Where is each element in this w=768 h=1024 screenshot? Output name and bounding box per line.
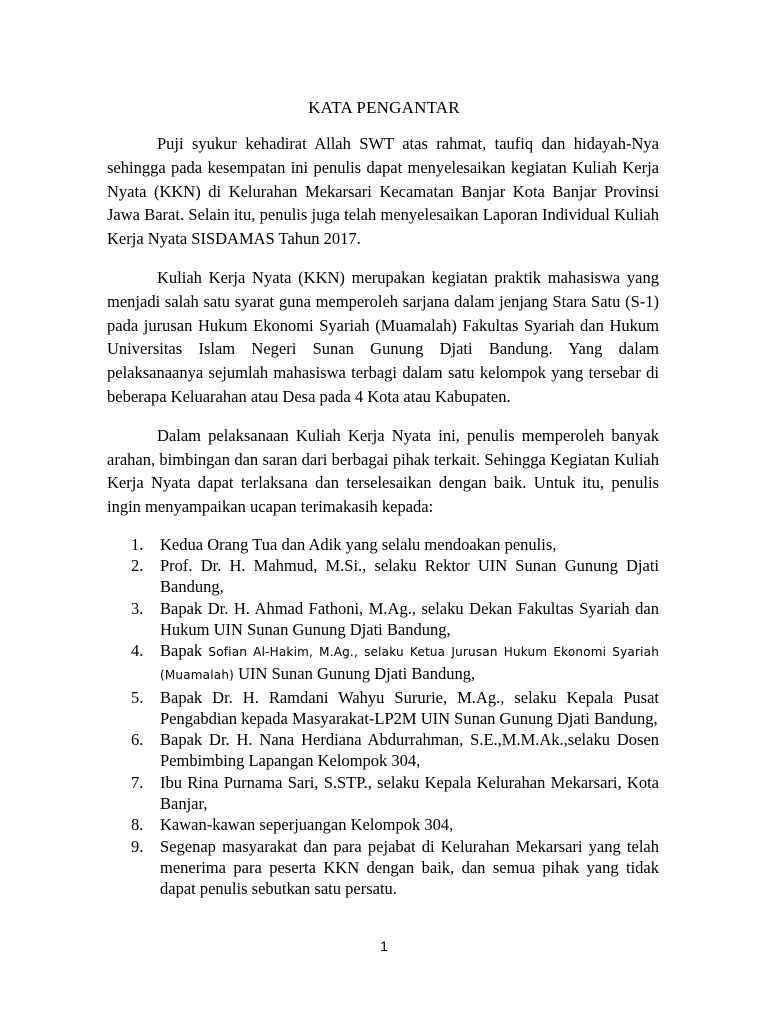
document-body: [107, 132, 659, 899]
list-item: [107, 772, 659, 814]
list-item-number: 9.: [131, 836, 144, 856]
list-item-text: Kawan-kawan seperjuangan Kelompok 304,: [160, 815, 454, 835]
list-item: [107, 687, 659, 729]
list-item-text: Bapak Dr. H. Ahmad Fathoni, M.Ag., selaku Dekan Fakultas Syariah dan Hukum UIN Sunan Gunung Djati Bandung,: [160, 598, 659, 639]
list-item-text: Prof. Dr. H. Mahmud, M.Si., selaku Rektor UIN Sunan Gunung Djati Bandung,: [160, 556, 659, 597]
list-item-number: 7.: [131, 772, 144, 792]
paragraph-kkn-description: Kuliah Kerja Nyata (KKN) merupakan kegiatan praktik mahasiswa yang menjadi salah satu syarat guna memperoleh sarjana dalam jenjang Stara Satu (S-1) pada jurusan Hukum Ekonomi Syariah (Muamalah) Fakultas Syariah dan Hukum Universitas Islam Negeri Sunan Gunung Djati Bandung. Yang dalam pelaksanaanya sejumlah mahasiswa terbagi dalam satu kelompok yang tersebar di beberapa Keluarahan atau Desa pada 4 Kota atau Kabupaten.: [107, 267, 659, 406]
page-number: 1: [380, 938, 388, 954]
list-item-text: Bapak Dr. H. Ramdani Wahyu Sururie, M.Ag., selaku Kepala Pusat Pengabdian kepada Masyarakat-LP2M UIN Sunan Gunung Djati Bandung,: [160, 687, 659, 728]
acknowledgement-list: [107, 534, 659, 899]
list-item-text-suffix: UIN Sunan Gunung Djati Bandung,: [234, 664, 476, 684]
list-item-text: Kedua Orang Tua dan Adik yang selalu mendoakan penulis,: [160, 534, 557, 554]
list-item-number: 5.: [131, 687, 144, 707]
list-item-number: 8.: [131, 815, 144, 835]
list-item: [107, 729, 659, 771]
page-title: KATA PENGANTAR: [308, 98, 460, 117]
list-item-text: Ibu Rina Purnama Sari, S.STP., selaku Kepala Kelurahan Mekarsari, Kota Banjar,: [160, 772, 659, 813]
list-item-number: 3.: [131, 598, 144, 618]
list-item: [107, 555, 659, 597]
list-item-number: 2.: [131, 556, 144, 576]
list-item: [107, 640, 659, 686]
list-item-text-prefix: Bapak: [160, 641, 209, 661]
paragraph-opening: Puji syukur kehadirat Allah SWT atas rahmat, taufiq dan hidayah-Nya sehingga pada kesempatan ini penulis dapat menyelesaikan kegiatan Kuliah Kerja Nyata (KKN) di Kelurahan Mekarsari Kecamatan Banjar Kota Banjar Provinsi Jawa Barat. Selain itu, penulis juga telah menyelesaikan Laporan Individual Kuliah Kerja Nyata SISDAMAS Tahun 2017.: [107, 134, 659, 249]
list-item-text: Bapak Dr. H. Nana Herdiana Abdurrahman, S.E.,M.M.Ak.,selaku Dosen Pembimbing Lapangan Kelompok 304,: [160, 730, 659, 771]
list-item-text: Segenap masyarakat dan para pejabat di Kelurahan Mekarsari yang telah menerima para peserta KKN dengan baik, dan semua pihak yang tidak dapat penulis sebutkan satu persatu.: [160, 836, 659, 898]
list-item: [107, 836, 659, 899]
list-item: [107, 534, 659, 555]
list-item-text-small: Sofian Al-Hakim, M.Ag., selaku Ketua Jurusan Hukum Ekonomi Syariah (Muamalah): [160, 645, 660, 683]
list-item-text: [160, 641, 659, 683]
list-item-number: 4.: [131, 641, 144, 661]
list-item-number: 6.: [131, 730, 144, 750]
list-item-number: 1.: [131, 534, 144, 554]
paragraph-thanks-intro: Dalam pelaksanaan Kuliah Kerja Nyata ini, penulis memperoleh banyak arahan, bimbingan dan saran dari berbagai pihak terkait. Sehingga Kegiatan Kuliah Kerja Nyata dapat terlaksana dan terselesaikan dengan baik. Untuk itu, penulis ingin menyampaikan ucapan terimakasih kepada:: [107, 425, 659, 517]
list-item: [107, 598, 659, 640]
list-item: [107, 814, 659, 835]
